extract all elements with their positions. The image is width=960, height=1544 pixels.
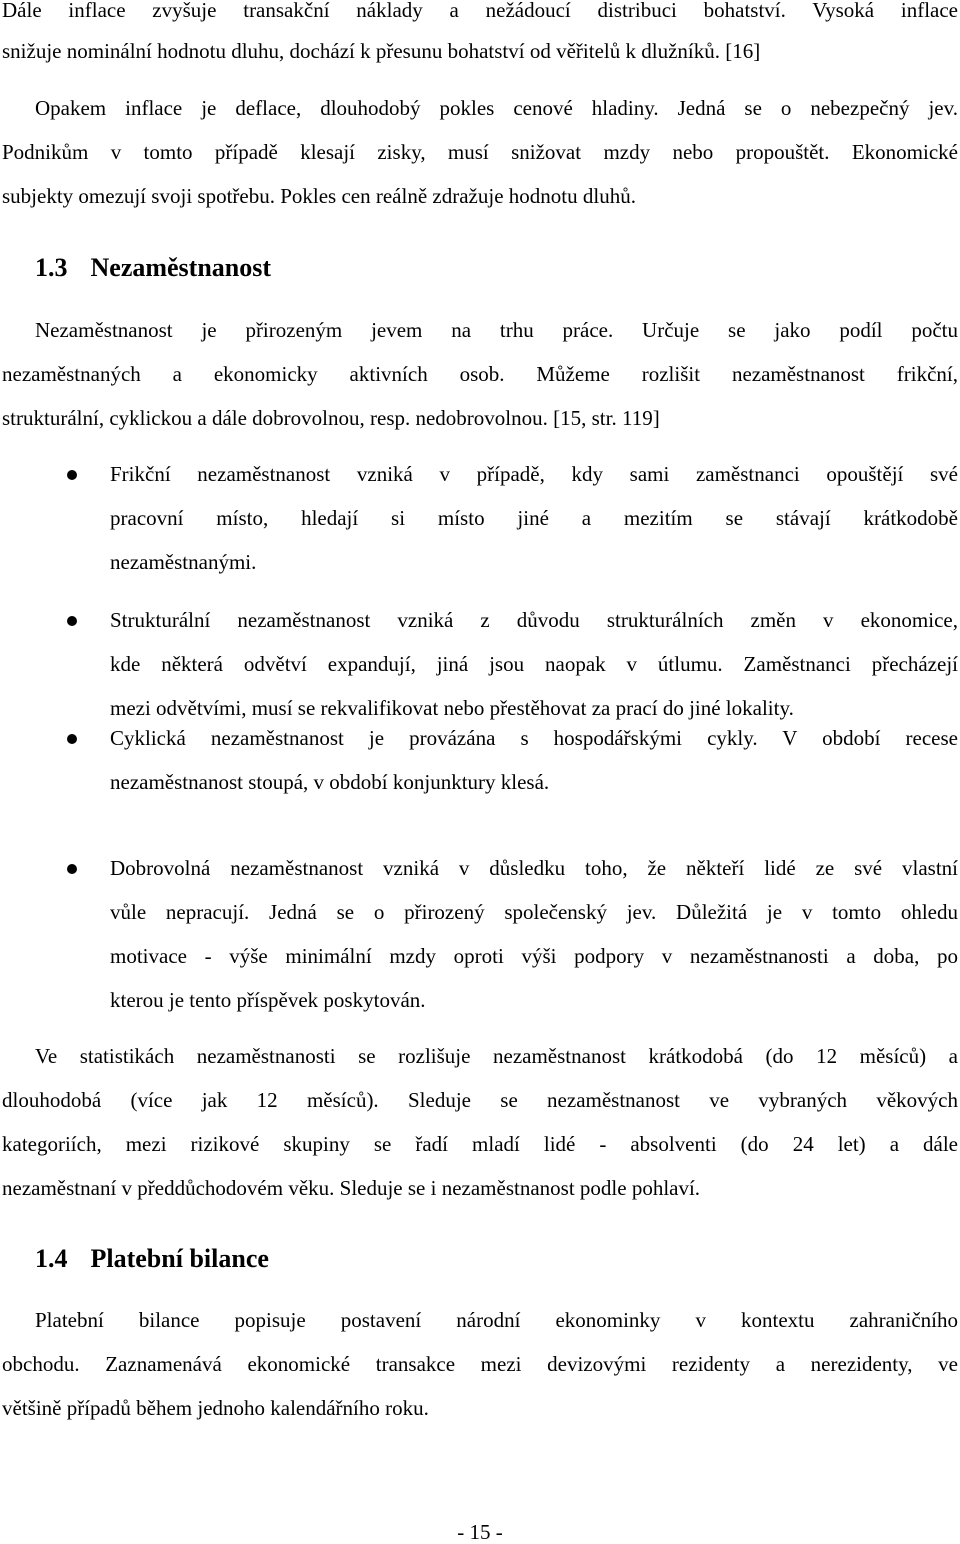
para-deflation-line: subjekty omezují svoji spotřebu. Pokles cen reálně zdražuje hodnotu dluhů. — [2, 184, 636, 208]
para-top-line: snižuje nominální hodnotu dluhu, dochází k přesunu bohatství od věřitelů k dlužníků. [16] — [2, 39, 761, 63]
bullet-icon — [67, 864, 77, 874]
para-balance-line: obchodu. Zaznamenává ekonomické transakce mezi devizovými rezidenty a nerezidenty, ve — [2, 1352, 958, 1376]
para-statistics-line: dlouhodobá (více jak 12 měsíců). Sleduje se nezaměstnanost ve vybraných věkových — [2, 1088, 958, 1112]
bullet-item-line: kde některá odvětví expandují, jiná jsou naopak v útlumu. Zaměstnanci přecházejí — [110, 652, 958, 676]
bullet-icon — [67, 616, 77, 626]
para-statistics-line: Ve statistikách nezaměstnanosti se rozlišuje nezaměstnanost krátkodobá (do 12 měsíců) a — [35, 1044, 958, 1068]
bullet-icon — [67, 470, 77, 480]
bullet-item-line: Frikční nezaměstnanost vzniká v případě, kdy sami zaměstnanci opouštějí své — [110, 462, 958, 486]
para-deflation-line: Podnikům v tomto případě klesají zisky, musí snižovat mzdy nebo propouštět. Ekonomické — [2, 140, 958, 164]
para-unemployment-line: Nezaměstnanost je přirozeným jevem na trhu práce. Určuje se jako podíl počtu — [35, 318, 958, 342]
para-statistics-line: kategoriích, mezi rizikové skupiny se řadí mladí lidé - absolventi (do 24 let) a dále — [2, 1132, 958, 1156]
section-number: 1.4 — [35, 1244, 68, 1273]
section-heading-1-3 — [35, 255, 271, 281]
section-heading-1-4 — [35, 1246, 269, 1272]
para-balance-line: Platební bilance popisuje postavení národní ekonominky v kontextu zahraničního — [35, 1308, 958, 1332]
bullet-item-line: Cyklická nezaměstnanost je provázána s hospodářskými cykly. V období recese — [110, 726, 958, 750]
bullet-item-line: Dobrovolná nezaměstnanost vzniká v důsledku toho, že někteří lidé ze své vlastní — [110, 856, 958, 880]
bullet-item-line: nezaměstnanost stoupá, v období konjunktury klesá. — [110, 770, 550, 794]
bullet-item-line: kterou je tento příspěvek poskytován. — [110, 988, 426, 1012]
para-unemployment-line: nezaměstnaných a ekonomicky aktivních osob. Můžeme rozlišit nezaměstnanost frikční, — [2, 362, 958, 386]
para-statistics-line: nezaměstnaní v předdůchodovém věku. Sleduje se i nezaměstnanost podle pohlaví. — [2, 1176, 701, 1200]
section-title: Platební bilance — [90, 1244, 269, 1273]
section-title: Nezaměstnanost — [90, 253, 272, 282]
bullet-item-line: nezaměstnanými. — [110, 550, 257, 574]
para-unemployment-line: strukturální, cyklickou a dále dobrovolnou, resp. nedobrovolnou. [15, str. 119] — [2, 406, 660, 430]
para-balance-line: většině případů během jednoho kalendářního roku. — [2, 1396, 429, 1420]
bullet-item-line: motivace - výše minimální mzdy oproti výši podpory v nezaměstnanosti a doba, po — [110, 944, 958, 968]
para-deflation-line: Opakem inflace je deflace, dlouhodobý pokles cenové hladiny. Jedná se o nebezpečný jev. — [35, 96, 958, 120]
bullet-item-line: pracovní místo, hledají si místo jiné a mezitím se stávají krátkodobě — [110, 506, 958, 530]
bullet-icon — [67, 734, 77, 744]
bullet-item-line: vůle nepracují. Jedná se o přirozený společenský jev. Důležitá je v tomto ohledu — [110, 900, 958, 924]
page-number: - 15 - — [457, 1520, 503, 1544]
bullet-item-line: mezi odvětvími, musí se rekvalifikovat nebo přestěhovat za prací do jiné lokality. — [110, 696, 794, 720]
bullet-item-line: Strukturální nezaměstnanost vzniká z důvodu strukturálních změn v ekonomice, — [110, 608, 958, 632]
section-number: 1.3 — [35, 253, 68, 282]
para-top-line: Dále inflace zvyšuje transakční náklady a nežádoucí distribuci bohatství. Vysoká inflace — [2, 0, 958, 22]
